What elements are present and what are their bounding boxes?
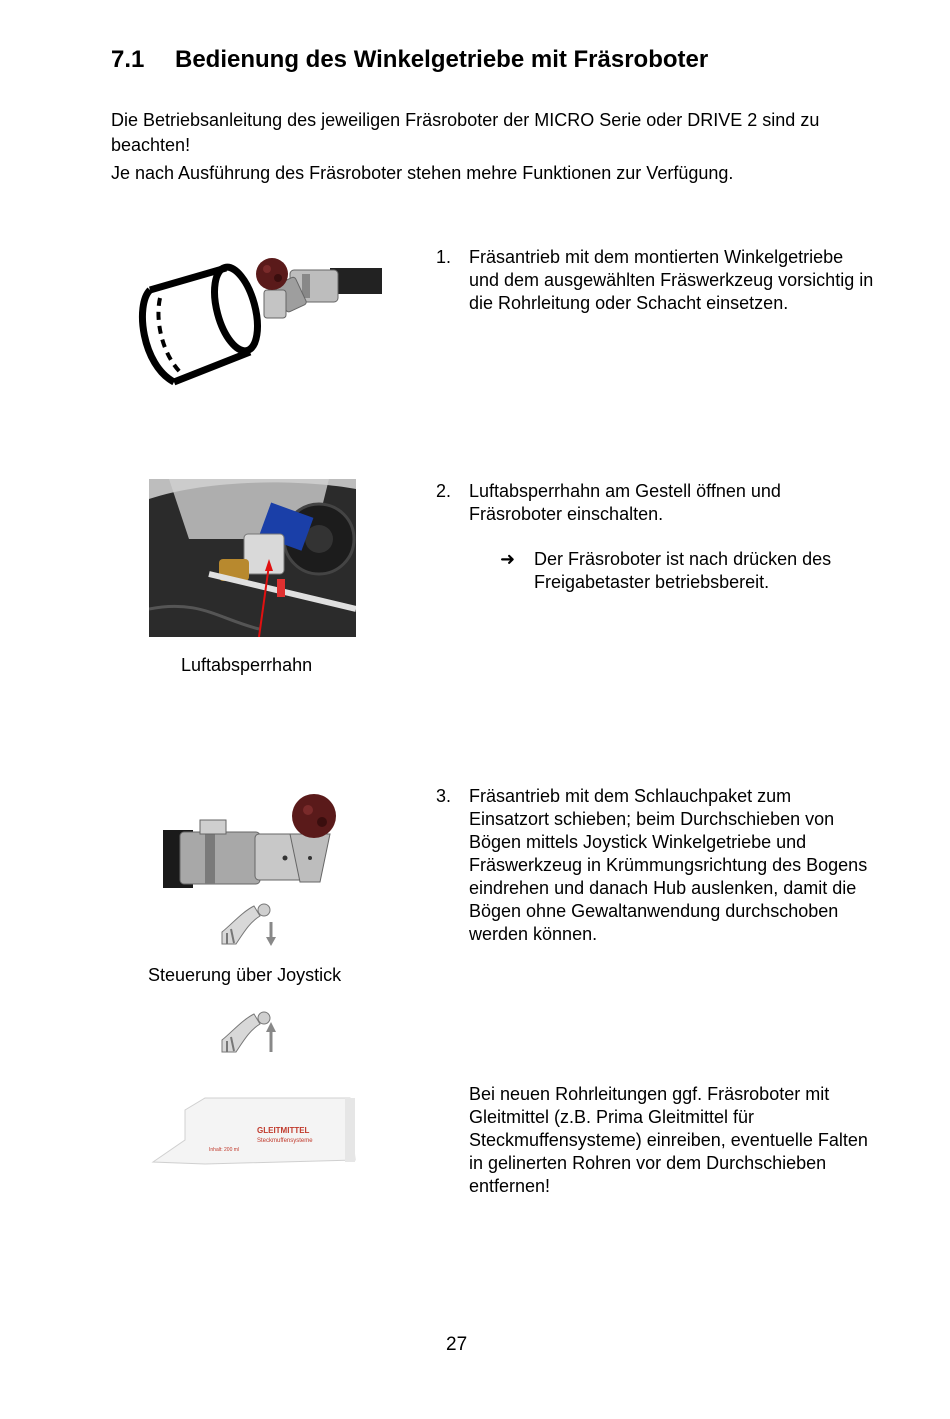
- tube-brand: GLEITMITTEL: [257, 1126, 310, 1135]
- caption-valve: Luftabsperrhahn: [181, 655, 313, 675]
- section-heading: [111, 46, 708, 74]
- milling-robot-insertion-image: [130, 250, 390, 390]
- step-3: [436, 785, 876, 946]
- section-title: Bedienung des Winkelgetriebe mit Fräsroboter: [175, 46, 709, 73]
- step-2-number: 2.: [436, 481, 452, 501]
- joystick-up-icon: [220, 1008, 280, 1054]
- page-number: 27: [446, 1334, 468, 1355]
- step-1: [436, 246, 876, 315]
- joystick-down-icon: [220, 902, 280, 946]
- step-2: [436, 480, 876, 526]
- tube-product: Steckmuffensysteme: [257, 1138, 313, 1144]
- lubricant-tube-image: [145, 1090, 357, 1170]
- step-3-text: Fräsantrieb mit dem Schlauchpaket zum Einsatzort schieben; beim Durchschieben von Bögen mittels Joystick Winkelgetriebe und Fräswerkzeug in Krümmungsrichtung des Bogens eindrehen und danach Hub auslenken, damit die Bögen ohne Gewaltanwendung durchschoben werden können.: [469, 786, 868, 944]
- caption-joystick: Steuerung über Joystick: [148, 965, 342, 985]
- step-2-note: [500, 548, 860, 594]
- lubricant-paragraph: Bei neuen Rohrleitungen ggf. Fräsroboter mit Gleitmittel (z.B. Prima Gleitmittel für Steckmuffensysteme) einreiben, eventuelle Falten in gelinerten Rohren vor dem Durchschieben entfernen!: [469, 1084, 868, 1196]
- step-2-text: Luftabsperrhahn am Gestell öffnen und Fräsroboter einschalten.: [469, 481, 781, 524]
- step-1-text: Fräsantrieb mit dem montierten Winkelgetriebe und dem ausgewählten Fräswerkzeug vorsichtig in die Rohrleitung oder Schacht einsetzen.: [469, 247, 874, 313]
- intro-paragraph-1: Die Betriebsanleitung des jeweiligen Fräsroboter der MICRO Serie oder DRIVE 2 sind zu beachten!: [111, 110, 820, 155]
- air-valve-photo: [149, 479, 356, 637]
- step-3-number: 3.: [436, 786, 452, 806]
- tube-content: Inhalt: 200 ml: [209, 1147, 240, 1153]
- intro-paragraph-2: Je nach Ausführung des Fräsroboter stehen mehre Funktionen zur Verfügung.: [111, 163, 734, 183]
- angle-gear-image: [160, 792, 340, 892]
- step-2-note-text: Der Fräsroboter ist nach drücken des Freigabetaster betriebsbereit.: [534, 549, 832, 592]
- step-1-number: 1.: [436, 247, 452, 267]
- section-number: 7.1: [111, 46, 145, 73]
- arrow-right-icon: ➜: [500, 549, 516, 569]
